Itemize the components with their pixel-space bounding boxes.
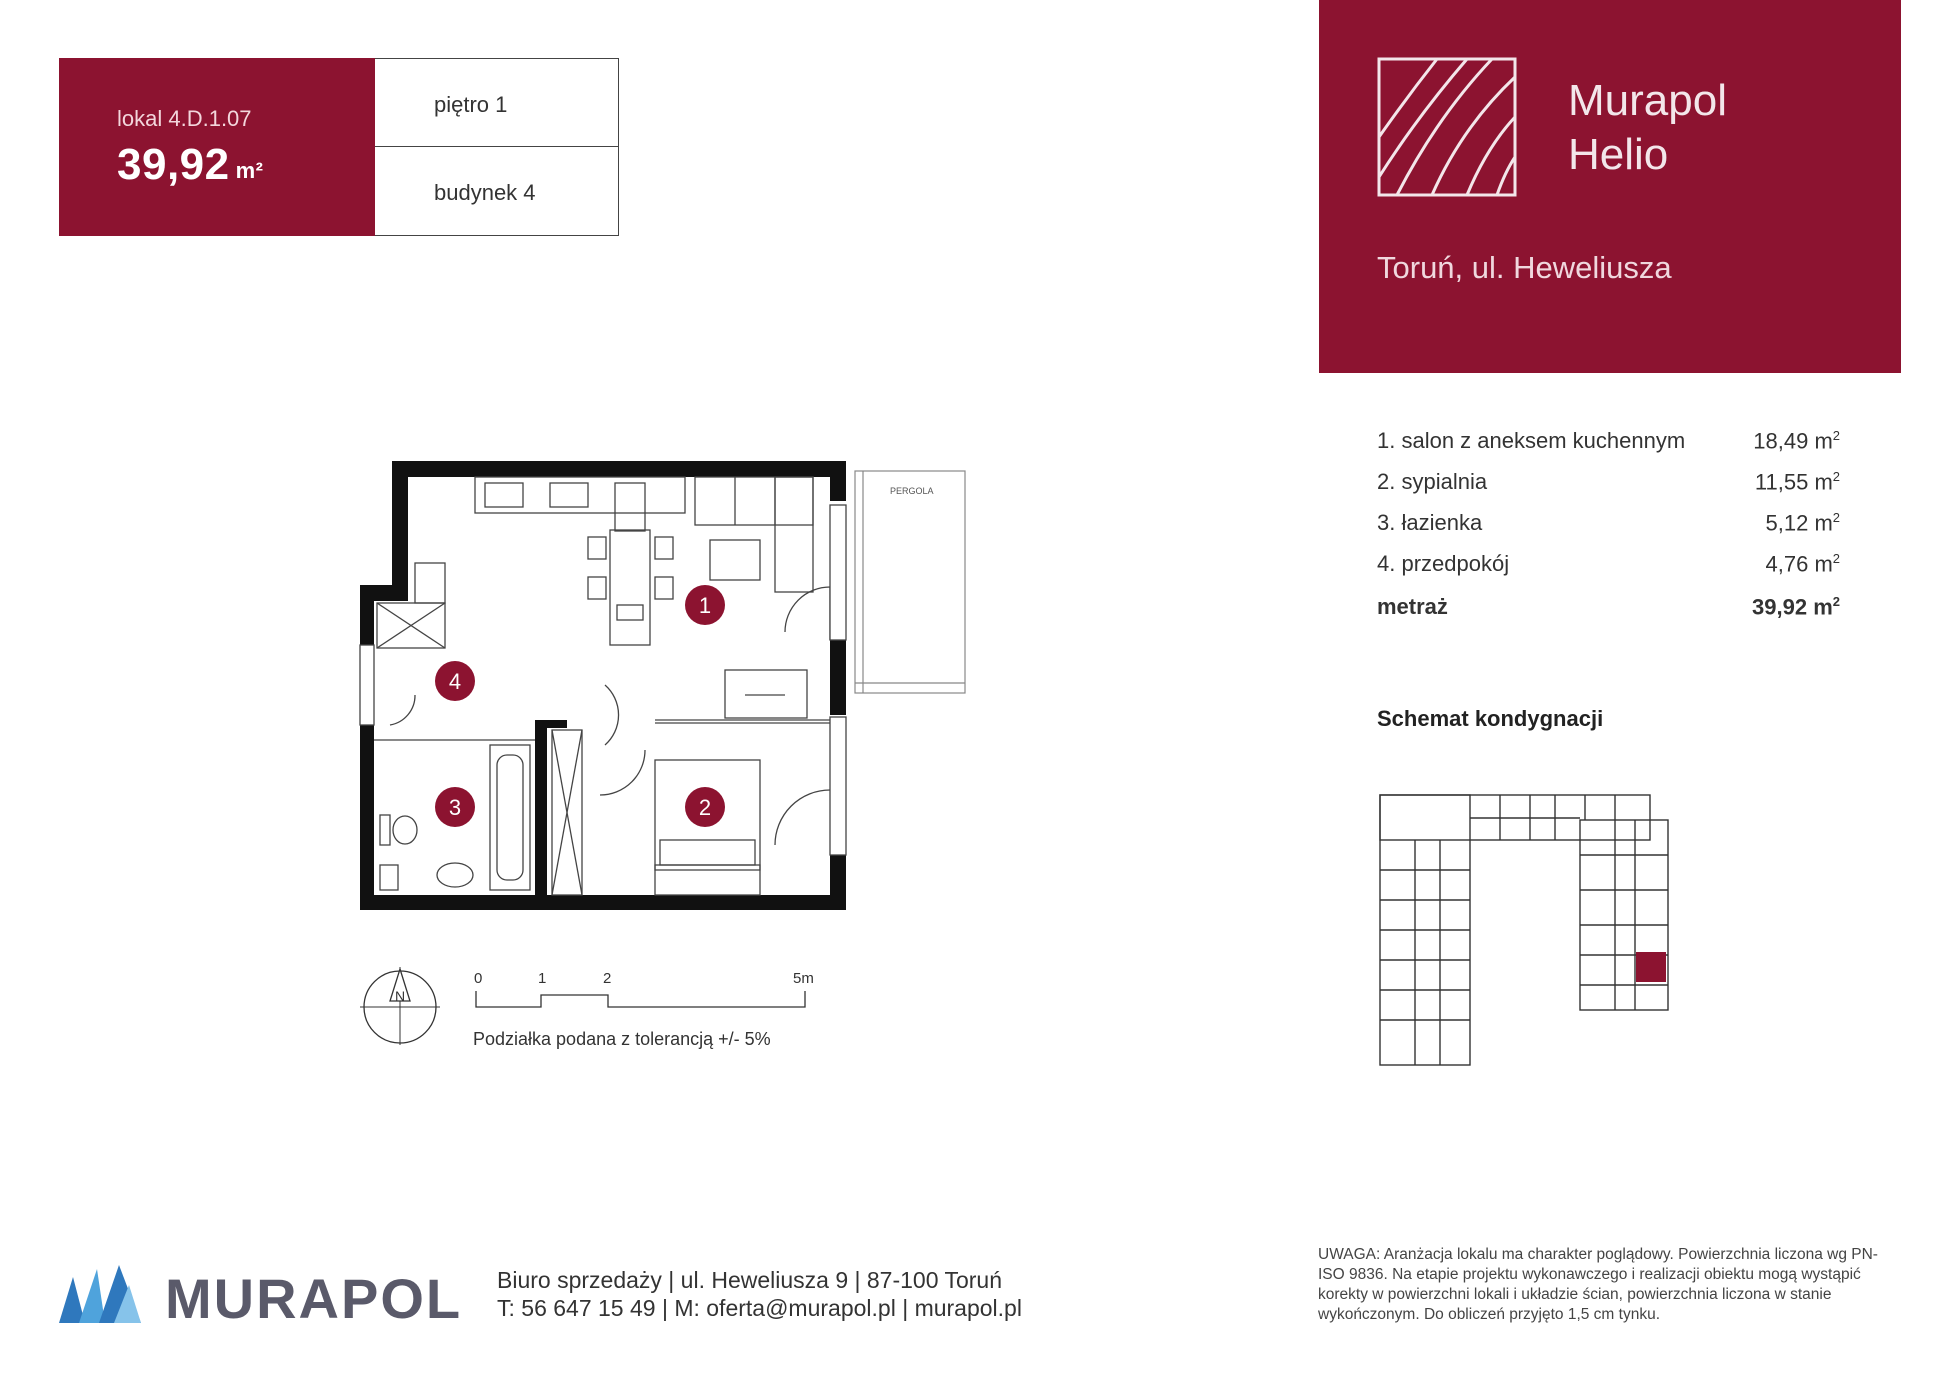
compass-label: N <box>394 988 406 1004</box>
room-area-sup: 2 <box>1832 469 1840 484</box>
brand-address: Toruń, ul. Heweliusza <box>1377 250 1672 285</box>
room-marker-3: 3 <box>448 795 462 820</box>
room-marker-2: 2 <box>698 795 712 820</box>
highlighted-unit-marker <box>1636 952 1666 982</box>
total-area-unit: m <box>1813 594 1833 620</box>
total-area-sup: 2 <box>1832 594 1840 609</box>
pergola-label: PERGOLA <box>890 486 934 496</box>
sales-office-address: Biuro sprzedaży | ul. Heweliusza 9 | 87-100 Toruń <box>497 1267 1003 1293</box>
room-area <box>1640 551 1840 577</box>
murapol-logo-text: MURAPOL <box>165 1267 463 1330</box>
room-name: 3. łazienka <box>1377 510 1483 535</box>
floor-schema-title: Schemat kondygnacji <box>1377 706 1604 731</box>
sales-office-contact: T: 56 647 15 49 | M: oferta@murapol.pl | murapol.pl <box>497 1295 1022 1321</box>
room-area-value: 4,76 <box>1765 551 1809 577</box>
room-marker-1: 1 <box>698 593 712 618</box>
unit-number: lokal 4.D.1.07 <box>117 106 252 131</box>
room-area-value: 18,49 <box>1753 428 1809 454</box>
room-area-unit: m <box>1814 551 1833 577</box>
room-area-unit: m <box>1814 469 1833 495</box>
pergola <box>855 471 965 693</box>
tolerance-note: Podziałka podana z tolerancją +/- 5% <box>473 1029 771 1049</box>
room-area-value: 5,12 <box>1765 510 1809 536</box>
room-markers <box>435 585 725 827</box>
scale-tick-1: 1 <box>538 970 547 987</box>
floor-label: piętro 1 <box>434 92 508 117</box>
murapol-logo-icon <box>59 1265 141 1325</box>
room-name: 1. salon z aneksem kuchennym <box>1377 428 1686 453</box>
scale-tick-5: 5m <box>793 970 814 987</box>
building-label: budynek 4 <box>434 180 536 205</box>
total-area-value: 39,92 <box>1752 594 1808 620</box>
floor-schema-diagram <box>1370 780 1680 1080</box>
room-marker-4: 4 <box>448 669 462 694</box>
room-name: 2. sypialnia <box>1377 469 1488 494</box>
scale-bar <box>470 965 830 1015</box>
scale-tick-2: 2 <box>603 970 612 987</box>
room-area-sup: 2 <box>1832 551 1840 566</box>
walls <box>360 461 846 910</box>
unit-area <box>117 140 264 190</box>
room-area-sup: 2 <box>1832 510 1840 525</box>
total-area-label: metraż <box>1377 594 1448 619</box>
floor-plan <box>355 455 975 935</box>
room-area <box>1640 510 1840 536</box>
compass-icon <box>360 965 440 1045</box>
room-area-unit: m <box>1814 428 1833 454</box>
disclaimer: UWAGA: Aranżacja lokalu ma charakter poglądowy. Powierzchnia liczona wg PN-ISO 9836. Na etapie projektu wykonawczego i realizacji obiektu mogą wystąpić korekty w powierzchni lokali i układzie ścian, powierzchnia liczona w stanie wykończonym. Do obliczeń przyjęto 1,5 cm tynku. <box>1318 1246 1878 1323</box>
total-area <box>1640 594 1840 620</box>
unit-area-unit: m² <box>235 158 264 183</box>
brand-logo-icon <box>1377 57 1517 197</box>
room-area <box>1640 428 1840 454</box>
room-area-unit: m <box>1814 510 1833 536</box>
room-area-sup: 2 <box>1832 428 1840 443</box>
scale-tick-0: 0 <box>474 970 483 987</box>
room-name: 4. przedpokój <box>1377 551 1510 576</box>
room-area-value: 11,55 <box>1754 469 1809 495</box>
unit-area-value: 39,92 <box>117 140 230 189</box>
brand-name-line1: Murapol <box>1568 76 1727 125</box>
brand-name-line2: Helio <box>1568 130 1669 179</box>
room-area <box>1640 469 1840 495</box>
